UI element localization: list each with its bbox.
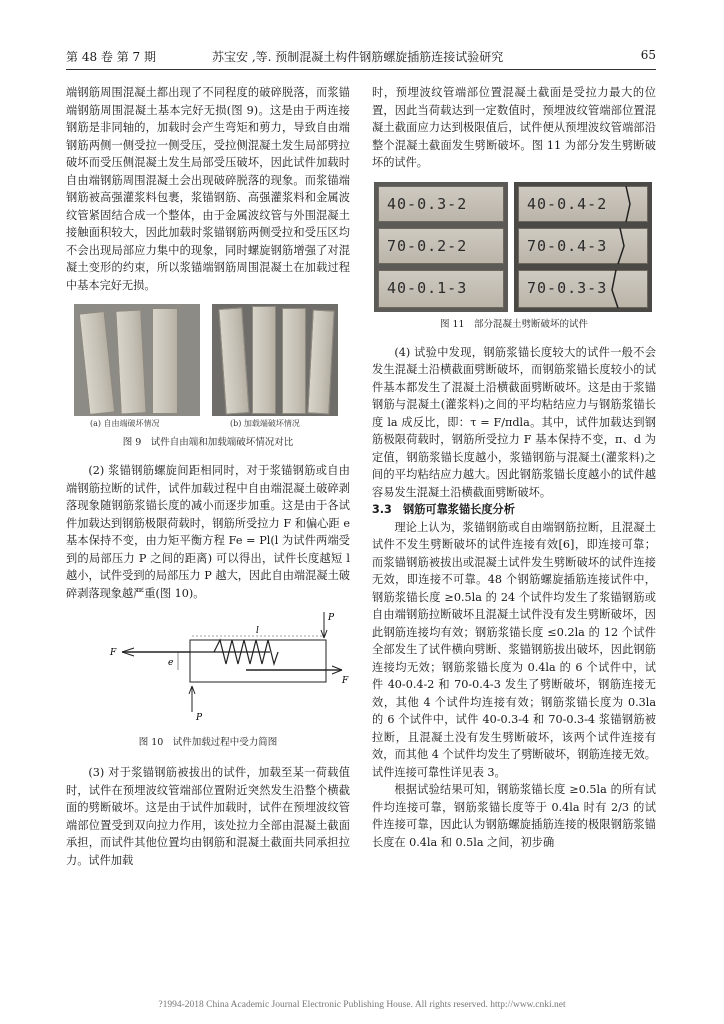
page-number: 65 <box>640 48 656 62</box>
label-f-right: F <box>342 676 349 686</box>
paragraph: (4) 试验中发现，钢筋浆锚长度较大的试件一般不会发生混凝土沿横截面劈断破坏，而钢筋浆锚长度较小的试件基本都发生了混凝土沿横截面劈断破坏。这是由于浆锚钢筋与混凝土(灌浆料)之间的平均粘结应力与钢筋浆锚长度 la 成反比，即：τ = F/πdla。其中，试件加载达到钢筋极限荷载时，钢筋所受拉力 F 基本保持不变，π、d 为定值，钢筋浆锚长度越小，浆锚钢筋与混凝土(灌浆料)之间的平均粘结应力越大。因此钢筋浆锚长度越小的试件越容易发生混凝土沿横截面劈断破坏。 <box>372 345 656 499</box>
right-column <box>372 84 656 851</box>
label-e: e <box>168 658 174 668</box>
header-rule <box>66 69 656 70</box>
label-f-left: F <box>110 648 117 658</box>
copyright-footer: ?1994-2018 China Academic Journal Electronic Publishing House. All rights reserved. http://www.cnki.net <box>158 1000 566 1010</box>
label-p-top: P <box>328 613 335 623</box>
specimen-block: 70-0.3-3 <box>518 270 648 308</box>
photo-specimens-left <box>374 182 508 312</box>
photo-specimens-right <box>514 182 652 312</box>
figure-10 <box>66 608 350 756</box>
figure-9-caption: 图 9 试件自由端和加载端破坏情况对比 <box>122 437 294 448</box>
specimen-block: 70-0.2-2 <box>378 228 504 264</box>
section-heading: 3.3 钢筋可靠浆锚长度分析 <box>372 503 515 516</box>
figure-10-caption: 图 10 试件加载过程中受力简图 <box>138 737 278 748</box>
paragraph: 端钢筋周围混凝土都出现了不同程度的破碎脱落，而浆锚端钢筋周围混凝土基本完好无损(图 9)。这是由于两连接钢筋是非同轴的，加载时会产生弯矩和剪力，导致自由端钢筋两侧一侧受拉一侧受压，受拉侧混凝土发生局部劈拉破坏而受压侧混凝土发生局部受压破坏，因此试件加载时自由端钢筋周围混凝土会出现破碎脱落的现象。而浆锚端钢筋被高强灌浆料包裹，浆锚钢筋、高强灌浆料和金属波纹管紧固结合成一个整体，由于金属波纹管与外围混凝土接触面积较大，因此加载时浆锚钢筋两侧受拉和受压区均不会出现局部应力集中的现象，同时螺旋钢筋增强了对混凝土变形的约束，所以浆锚端钢筋周围混凝土在加载过程中基本完好无损。 <box>66 86 350 292</box>
paragraph: (2) 浆锚钢筋螺旋间距相同时，对于浆锚钢筋或自由端钢筋拉断的试件，试件加载过程中自由端混凝土破碎剥落现象随钢筋浆锚长度的减小而逐步加重。这是由于各试件加载达到钢筋极限荷载时，钢筋所受拉力 F 和偏心距 e 基本保持不变，由力矩平衡方程 Fe = Pl(l 为试件两端受到的局部压力 P 之间的距离) 可以得出，试件长度越短 l 越小，试件受到的局部压力 P 越大，因此自由端混凝土破碎剥落现象越严重(图 10)。 <box>66 464 350 600</box>
figure-11-caption: 图 11 部分混凝土劈断破坏的试件 <box>439 318 589 330</box>
label-l: l <box>256 626 259 636</box>
figure-9 <box>66 302 350 452</box>
subfigure-label-a: (a) 自由端破坏情况 <box>90 419 160 428</box>
paragraph: (3) 对于浆锚钢筋被拔出的试件，加载至某一荷载值时，试件在预埋波纹管端部位置附近突然发生沿整个横截面的劈断破坏。这是由于试件加载时，试件在预埋波纹管端部位置受到双向拉力作用，该处拉力全部由混凝土截面承担，而试件其他位置均由钢筋和混凝土截面共同承担拉力。试件加载 <box>66 766 350 867</box>
crack-lines <box>514 182 652 312</box>
paragraph: 时，预埋波纹管端部位置混凝土截面是受拉力最大的位置，因此当荷载达到一定数值时，预埋波纹管端部位置混凝土截面应力达到极限值后，试件便从预埋波纹管端部沿整个混凝土截面发生劈断破坏。图 11 为部分发生劈断破坏的试件。 <box>372 86 656 169</box>
specimen-block: 40-0.1-3 <box>378 270 504 308</box>
photo-load-end <box>212 304 338 416</box>
specimen-block: 70-0.4-3 <box>518 228 648 264</box>
running-title: 苏宝安 ,等. 预制混凝土构件钢筋螺旋插筋连接试验研究 <box>212 50 504 64</box>
paragraph: 根据试验结果可知，钢筋浆锚长度 ≥0.5la 的所有试件均连接可靠，钢筋浆锚长度等于 0.4la 时有 2/3 的试件连接可靠，因此认为钢筋螺旋插筋连接的极限钢筋浆锚长度在 0.4la 和 0.5la 之间，初步确 <box>372 783 656 849</box>
specimen-block: 40-0.3-2 <box>378 186 504 222</box>
force-diagram <box>66 608 350 736</box>
specimen-block: 40-0.4-2 <box>518 186 648 222</box>
label-p-bottom: P <box>196 713 203 723</box>
page-header <box>66 44 656 66</box>
paragraph: 理论上认为，浆锚钢筋或自由端钢筋拉断，且混凝土试件不发生劈断破坏的试件连接有效[6]，即连接可靠；而浆锚钢筋被拔出或混凝土试件发生劈断破坏的试件连接无效，即连接不可靠。48 个钢筋螺旋插筋连接试件中，钢筋浆锚长度 ≥0.5la 的 24 个试件均发生了浆锚钢筋或自由端钢筋拉断破坏且混凝土试件没有发生劈断破坏，因此钢筋连接均有效；钢筋浆锚长度 ≤0.2la 的 12 个试件全部发生了试件横向劈断、浆锚钢筋拔出破坏，因此钢筋连接均无效；钢筋浆锚长度为 0.4la 的 6 个试件中，试件 40-0.4-2 和 70-0.4-3 发生了劈断破坏，钢筋连接无效，其他 4 个试件均连接有效；钢筋浆锚长度为 0.3la 的 6 个试件中，试件 40-0.3-4 和 70-0.3-4 浆锚钢筋被拉断，且混凝土没有发生劈断破坏，该两个试件连接有效，而其他 4 个试件均发生了劈断破坏，钢筋连接无效。试件连接可靠性详见表 3。 <box>372 520 656 779</box>
figure-11 <box>372 178 656 336</box>
volume-issue: 第 48 卷 第 7 期 <box>66 50 156 64</box>
subfigure-label-b: (b) 加载端破坏情况 <box>230 419 300 428</box>
photo-free-end <box>74 304 200 416</box>
left-column <box>66 84 350 869</box>
